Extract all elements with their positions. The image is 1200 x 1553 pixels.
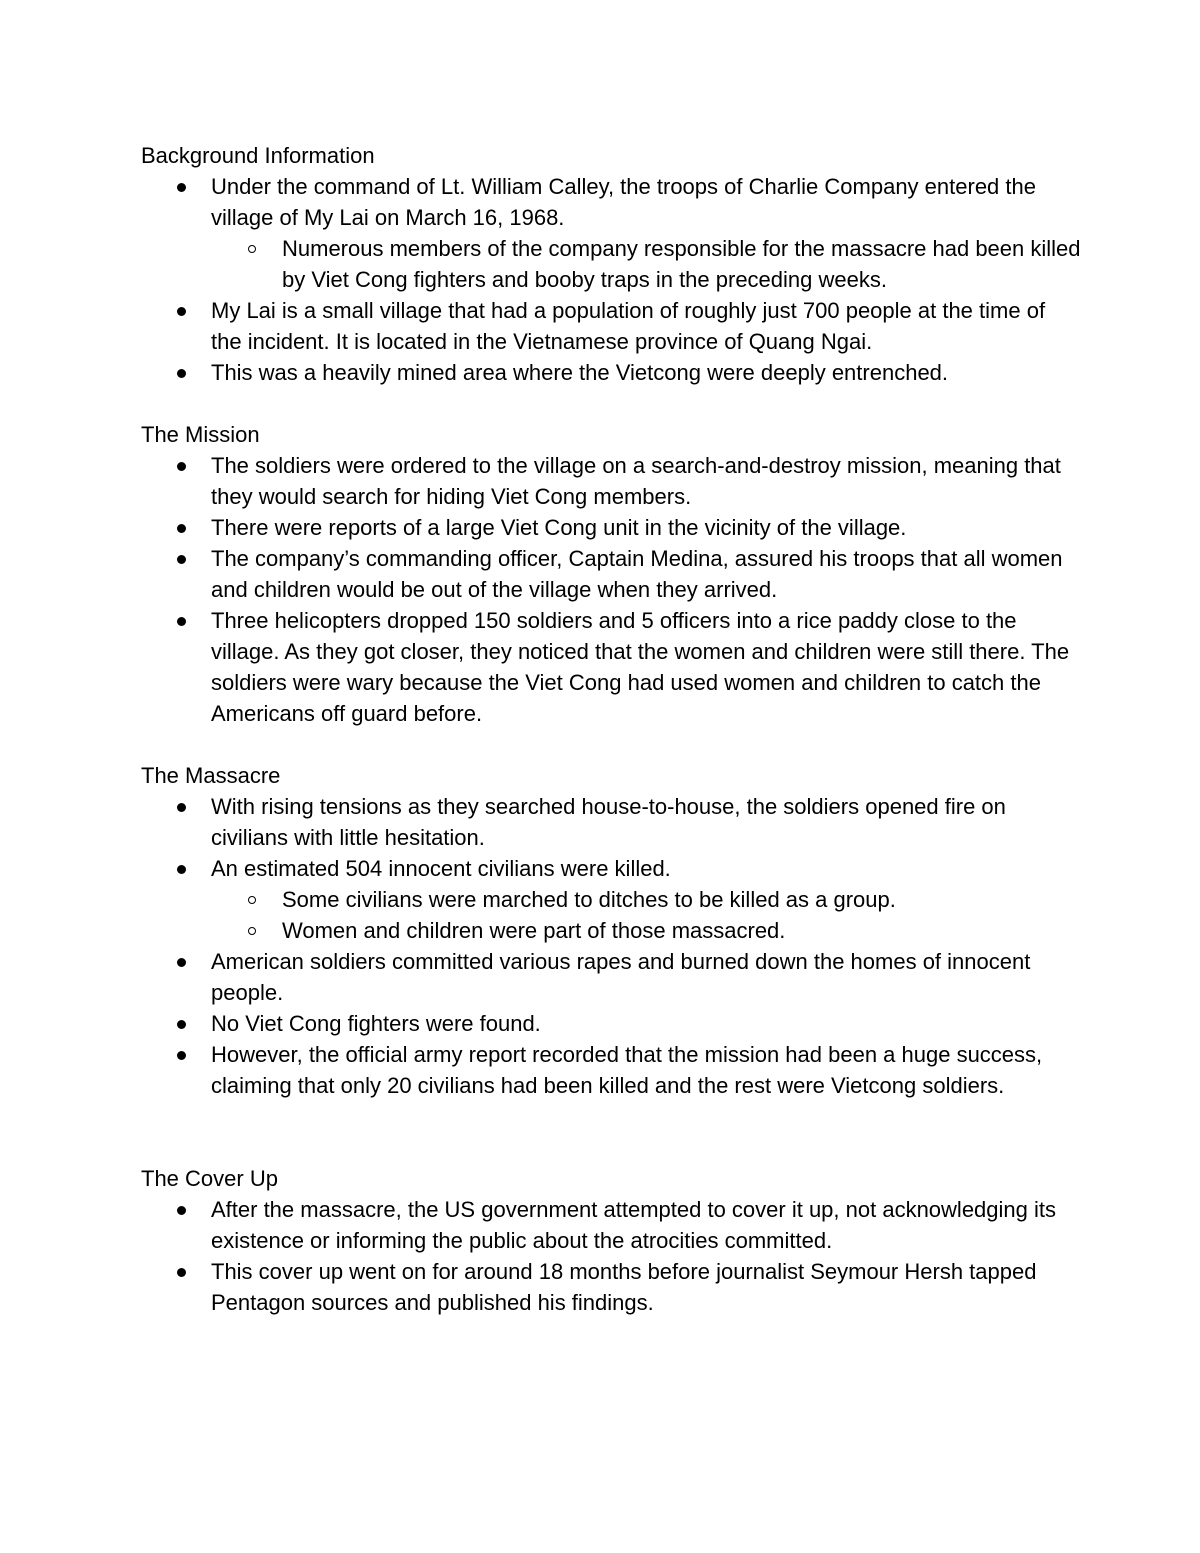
list-item-text: This was a heavily mined area where the Vietcong were deeply entrenched. xyxy=(211,360,949,385)
list-item xyxy=(211,357,1081,388)
list-item xyxy=(211,946,1081,1008)
filled-bullet-icon xyxy=(177,524,186,533)
list-item-text: An estimated 504 innocent civilians were killed. xyxy=(211,856,671,881)
sub-list-item-text: Some civilians were marched to ditches to be killed as a group. xyxy=(282,887,896,912)
list-item-text: This cover up went on for around 18 months before journalist Seymour Hersh tapped Pentagon sources and published his findings. xyxy=(211,1259,1037,1315)
filled-bullet-icon xyxy=(177,1051,186,1060)
section-the-cover-up xyxy=(141,1163,1081,1318)
list-item-text: American soldiers committed various rapes and burned down the homes of innocent people. xyxy=(211,949,1031,1005)
hollow-bullet-icon xyxy=(248,927,256,935)
list-item xyxy=(211,295,1081,357)
hollow-bullet-icon xyxy=(248,896,256,904)
sub-list-item xyxy=(282,233,1081,295)
section-the-mission xyxy=(141,419,1081,729)
list-item-text: Three helicopters dropped 150 soldiers and 5 officers into a rice paddy close to the village. As they got closer, they noticed that the women and children were still there. The soldiers were wary because the Viet Cong had used women and children to catch the Americans off guard before. xyxy=(211,608,1070,726)
sub-list-item xyxy=(282,884,1081,915)
sub-bullet-list xyxy=(211,233,1081,295)
list-item-text: My Lai is a small village that had a population of roughly just 700 people at the time of the incident. It is located in the Vietnamese province of Quang Ngai. xyxy=(211,298,1046,354)
filled-bullet-icon xyxy=(177,1020,186,1029)
list-item xyxy=(211,543,1081,605)
list-item-text: The soldiers were ordered to the village on a search-and-destroy mission, meaning that they would search for hiding Viet Cong members. xyxy=(211,453,1061,509)
list-item xyxy=(211,791,1081,853)
list-item xyxy=(211,1008,1081,1039)
section-background-information xyxy=(141,140,1081,388)
section-the-massacre xyxy=(141,760,1081,1101)
filled-bullet-icon xyxy=(177,307,186,316)
bullet-list xyxy=(141,450,1081,729)
hollow-bullet-icon xyxy=(248,245,256,253)
filled-bullet-icon xyxy=(177,1206,186,1215)
filled-bullet-icon xyxy=(177,369,186,378)
filled-bullet-icon xyxy=(177,958,186,967)
list-item-text: With rising tensions as they searched house-to-house, the soldiers opened fire on civilians with little hesitation. xyxy=(211,794,1006,850)
section-heading: The Mission xyxy=(141,422,260,447)
filled-bullet-icon xyxy=(177,555,186,564)
section-heading: The Massacre xyxy=(141,763,281,788)
list-item-text: However, the official army report recorded that the mission had been a huge success, claiming that only 20 civilians had been killed and the rest were Vietcong soldiers. xyxy=(211,1042,1043,1098)
list-item-text: After the massacre, the US government attempted to cover it up, not acknowledging its existence or informing the public about the atrocities committed. xyxy=(211,1197,1056,1253)
filled-bullet-icon xyxy=(177,462,186,471)
list-item-text: The company’s commanding officer, Captain Medina, assured his troops that all women and children would be out of the village when they arrived. xyxy=(211,546,1063,602)
list-item-text: Under the command of Lt. William Calley, the troops of Charlie Company entered the village of My Lai on March 16, 1968. xyxy=(211,174,1036,230)
bullet-list xyxy=(141,171,1081,388)
sub-list-item-text: Women and children were part of those massacred. xyxy=(282,918,786,943)
list-item xyxy=(211,1256,1081,1318)
bullet-list xyxy=(141,1194,1081,1318)
list-item xyxy=(211,450,1081,512)
filled-bullet-icon xyxy=(177,183,186,192)
list-item-text: There were reports of a large Viet Cong unit in the vicinity of the village. xyxy=(211,515,907,540)
list-item xyxy=(211,1194,1081,1256)
filled-bullet-icon xyxy=(177,865,186,874)
filled-bullet-icon xyxy=(177,803,186,812)
list-item xyxy=(211,853,1081,946)
section-heading: The Cover Up xyxy=(141,1166,278,1191)
bullet-list xyxy=(141,791,1081,1101)
sub-bullet-list xyxy=(211,884,1081,946)
sub-list-item-text: Numerous members of the company responsible for the massacre had been killed by Viet Cong fighters and booby traps in the preceding weeks. xyxy=(282,236,1081,292)
sub-list-item xyxy=(282,915,1081,946)
filled-bullet-icon xyxy=(177,617,186,626)
section-heading: Background Information xyxy=(141,143,375,168)
document-body xyxy=(141,140,1081,1318)
list-item xyxy=(211,171,1081,295)
list-item xyxy=(211,605,1081,729)
list-item xyxy=(211,1039,1081,1101)
list-item xyxy=(211,512,1081,543)
list-item-text: No Viet Cong fighters were found. xyxy=(211,1011,541,1036)
filled-bullet-icon xyxy=(177,1268,186,1277)
